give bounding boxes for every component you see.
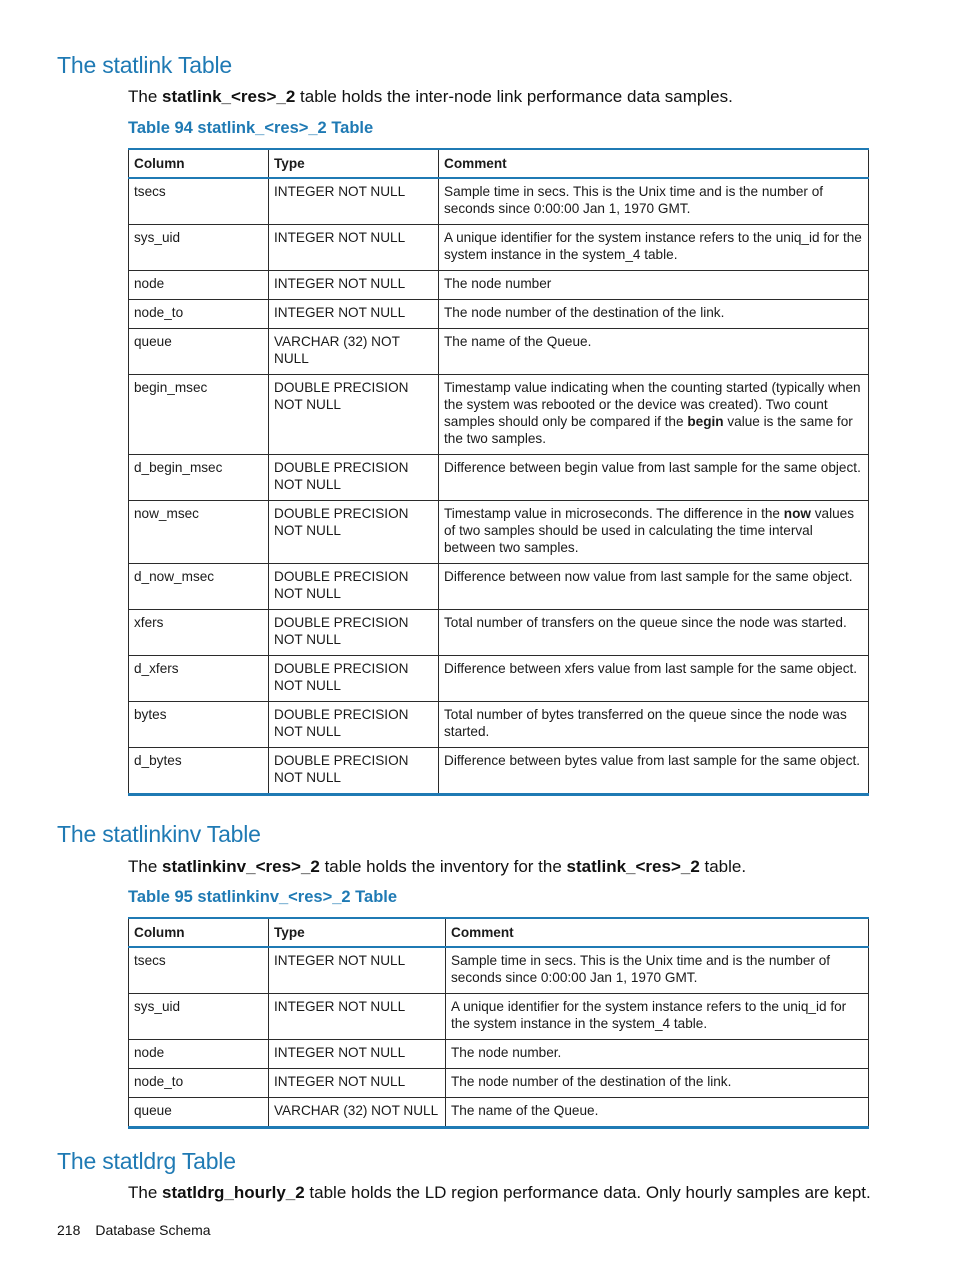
header-column: Column (129, 149, 269, 178)
intro-text: The (128, 87, 163, 106)
cell-type: VARCHAR (32) NOT NULL (269, 1098, 446, 1128)
cell-column: node (129, 271, 269, 300)
cell-type: INTEGER NOT NULL (269, 1069, 446, 1098)
cell-column: node (129, 1040, 269, 1069)
header-type: Type (269, 918, 446, 947)
cell-comment: The node number of the destination of the link. (446, 1069, 869, 1098)
cell-comment: A unique identifier for the system instance refers to the uniq_id for the system instance in the system_4 table. (446, 994, 869, 1040)
header-type: Type (269, 149, 439, 178)
table-row (129, 178, 869, 225)
cell-comment: Difference between xfers value from last sample for the same object. (439, 656, 869, 702)
cell-column: tsecs (129, 178, 269, 225)
intro-text: table holds the inter-node link performance data samples. (295, 87, 733, 106)
cell-comment: Difference between now value from last sample for the same object. (439, 564, 869, 610)
section-intro-statlink (128, 87, 733, 107)
cell-comment: The name of the Queue. (439, 329, 869, 375)
table-row (129, 225, 869, 271)
statlinkinv-table (128, 917, 869, 1129)
table-row (129, 564, 869, 610)
cell-column: queue (129, 1098, 269, 1128)
table-row (129, 271, 869, 300)
table-row (129, 1069, 869, 1098)
table-row (129, 656, 869, 702)
cell-type: INTEGER NOT NULL (269, 271, 439, 300)
statlink-table (128, 148, 869, 796)
intro-table-name: statlink_<res>_2 (566, 857, 700, 876)
cell-type: INTEGER NOT NULL (269, 178, 439, 225)
cell-comment: The node number. (446, 1040, 869, 1069)
cell-column: d_xfers (129, 656, 269, 702)
cell-type: VARCHAR (32) NOT NULL (269, 329, 439, 375)
cell-comment: The name of the Queue. (446, 1098, 869, 1128)
header-comment: Comment (446, 918, 869, 947)
intro-text: The (128, 1183, 163, 1202)
cell-type: DOUBLE PRECISION NOT NULL (269, 501, 439, 564)
comment-keyword: now (783, 506, 811, 521)
cell-type: INTEGER NOT NULL (269, 947, 446, 994)
table-row (129, 1098, 869, 1128)
comment-text: values of two samples should be used in calculating the time interval between two samples. (444, 506, 855, 555)
cell-column: d_begin_msec (129, 455, 269, 501)
table-row (129, 300, 869, 329)
table-row (129, 455, 869, 501)
table-header-row (129, 918, 869, 947)
cell-comment: The node number of the destination of the link. (439, 300, 869, 329)
chapter-title: Database Schema (95, 1222, 211, 1238)
cell-comment: Sample time in secs. This is the Unix time and is the number of seconds since 0:00:00 Jan 1, 1970 GMT. (439, 178, 869, 225)
header-column: Column (129, 918, 269, 947)
cell-comment: The node number (439, 271, 869, 300)
cell-column: d_bytes (129, 748, 269, 795)
table-header-row (129, 149, 869, 178)
intro-text: table holds the LD region performance data. Only hourly samples are kept. (304, 1183, 871, 1202)
cell-column: now_msec (129, 501, 269, 564)
cell-type: DOUBLE PRECISION NOT NULL (269, 748, 439, 795)
section-intro-statlinkinv (128, 857, 746, 877)
cell-column: sys_uid (129, 225, 269, 271)
cell-type: DOUBLE PRECISION NOT NULL (269, 610, 439, 656)
table-row (129, 994, 869, 1040)
cell-column: d_now_msec (129, 564, 269, 610)
section-title-statldrg: The statldrg Table (57, 1148, 236, 1174)
table-row (129, 947, 869, 994)
cell-type: DOUBLE PRECISION NOT NULL (269, 375, 439, 455)
table-row (129, 748, 869, 795)
cell-column: begin_msec (129, 375, 269, 455)
cell-comment: A unique identifier for the system instance refers to the uniq_id for the system instance in the system_4 table. (439, 225, 869, 271)
section-title-statlinkinv: The statlinkinv Table (57, 821, 261, 847)
cell-column: xfers (129, 610, 269, 656)
table-row (129, 702, 869, 748)
cell-comment (439, 375, 869, 455)
table-caption-94: Table 94 statlink_<res>_2 Table (128, 119, 374, 137)
intro-table-name: statldrg_hourly_2 (162, 1183, 305, 1202)
cell-column: sys_uid (129, 994, 269, 1040)
intro-text: The (128, 857, 163, 876)
cell-column: tsecs (129, 947, 269, 994)
cell-type: INTEGER NOT NULL (269, 1040, 446, 1069)
table-row (129, 375, 869, 455)
intro-text: table. (699, 857, 747, 876)
section-title-statlink: The statlink Table (57, 52, 232, 78)
comment-text: Timestamp value indicating when the counting started (typically when the system was rebooted or the device was created). Two count samples should only be compared if the (444, 380, 861, 429)
cell-type: INTEGER NOT NULL (269, 300, 439, 329)
cell-type: DOUBLE PRECISION NOT NULL (269, 564, 439, 610)
cell-comment (439, 501, 869, 564)
header-comment: Comment (439, 149, 869, 178)
comment-text: Timestamp value in microseconds. The difference in the (444, 506, 784, 521)
intro-text: table holds the inventory for the (319, 857, 567, 876)
intro-table-name: statlink_<res>_2 (162, 87, 296, 106)
cell-column: queue (129, 329, 269, 375)
cell-type: INTEGER NOT NULL (269, 225, 439, 271)
table-row (129, 1040, 869, 1069)
comment-keyword: begin (687, 414, 724, 429)
table-row (129, 501, 869, 564)
table-row (129, 329, 869, 375)
page-footer (57, 1222, 211, 1238)
cell-column: node_to (129, 1069, 269, 1098)
cell-type: DOUBLE PRECISION NOT NULL (269, 702, 439, 748)
cell-type: INTEGER NOT NULL (269, 994, 446, 1040)
intro-table-name: statlinkinv_<res>_2 (162, 857, 320, 876)
table-caption-95: Table 95 statlinkinv_<res>_2 Table (128, 888, 398, 906)
cell-comment: Total number of transfers on the queue since the node was started. (439, 610, 869, 656)
cell-comment: Difference between bytes value from last sample for the same object. (439, 748, 869, 795)
table-row (129, 610, 869, 656)
page-number: 218 (57, 1222, 81, 1238)
cell-comment: Total number of bytes transferred on the queue since the node was started. (439, 702, 869, 748)
cell-comment: Sample time in secs. This is the Unix time and is the number of seconds since 0:00:00 Jan 1, 1970 GMT. (446, 947, 869, 994)
comment-text: value is the same for the two samples. (444, 414, 853, 446)
cell-column: node_to (129, 300, 269, 329)
section-intro-statldrg (128, 1183, 871, 1203)
cell-comment: Difference between begin value from last sample for the same object. (439, 455, 869, 501)
cell-type: DOUBLE PRECISION NOT NULL (269, 455, 439, 501)
cell-type: DOUBLE PRECISION NOT NULL (269, 656, 439, 702)
cell-column: bytes (129, 702, 269, 748)
